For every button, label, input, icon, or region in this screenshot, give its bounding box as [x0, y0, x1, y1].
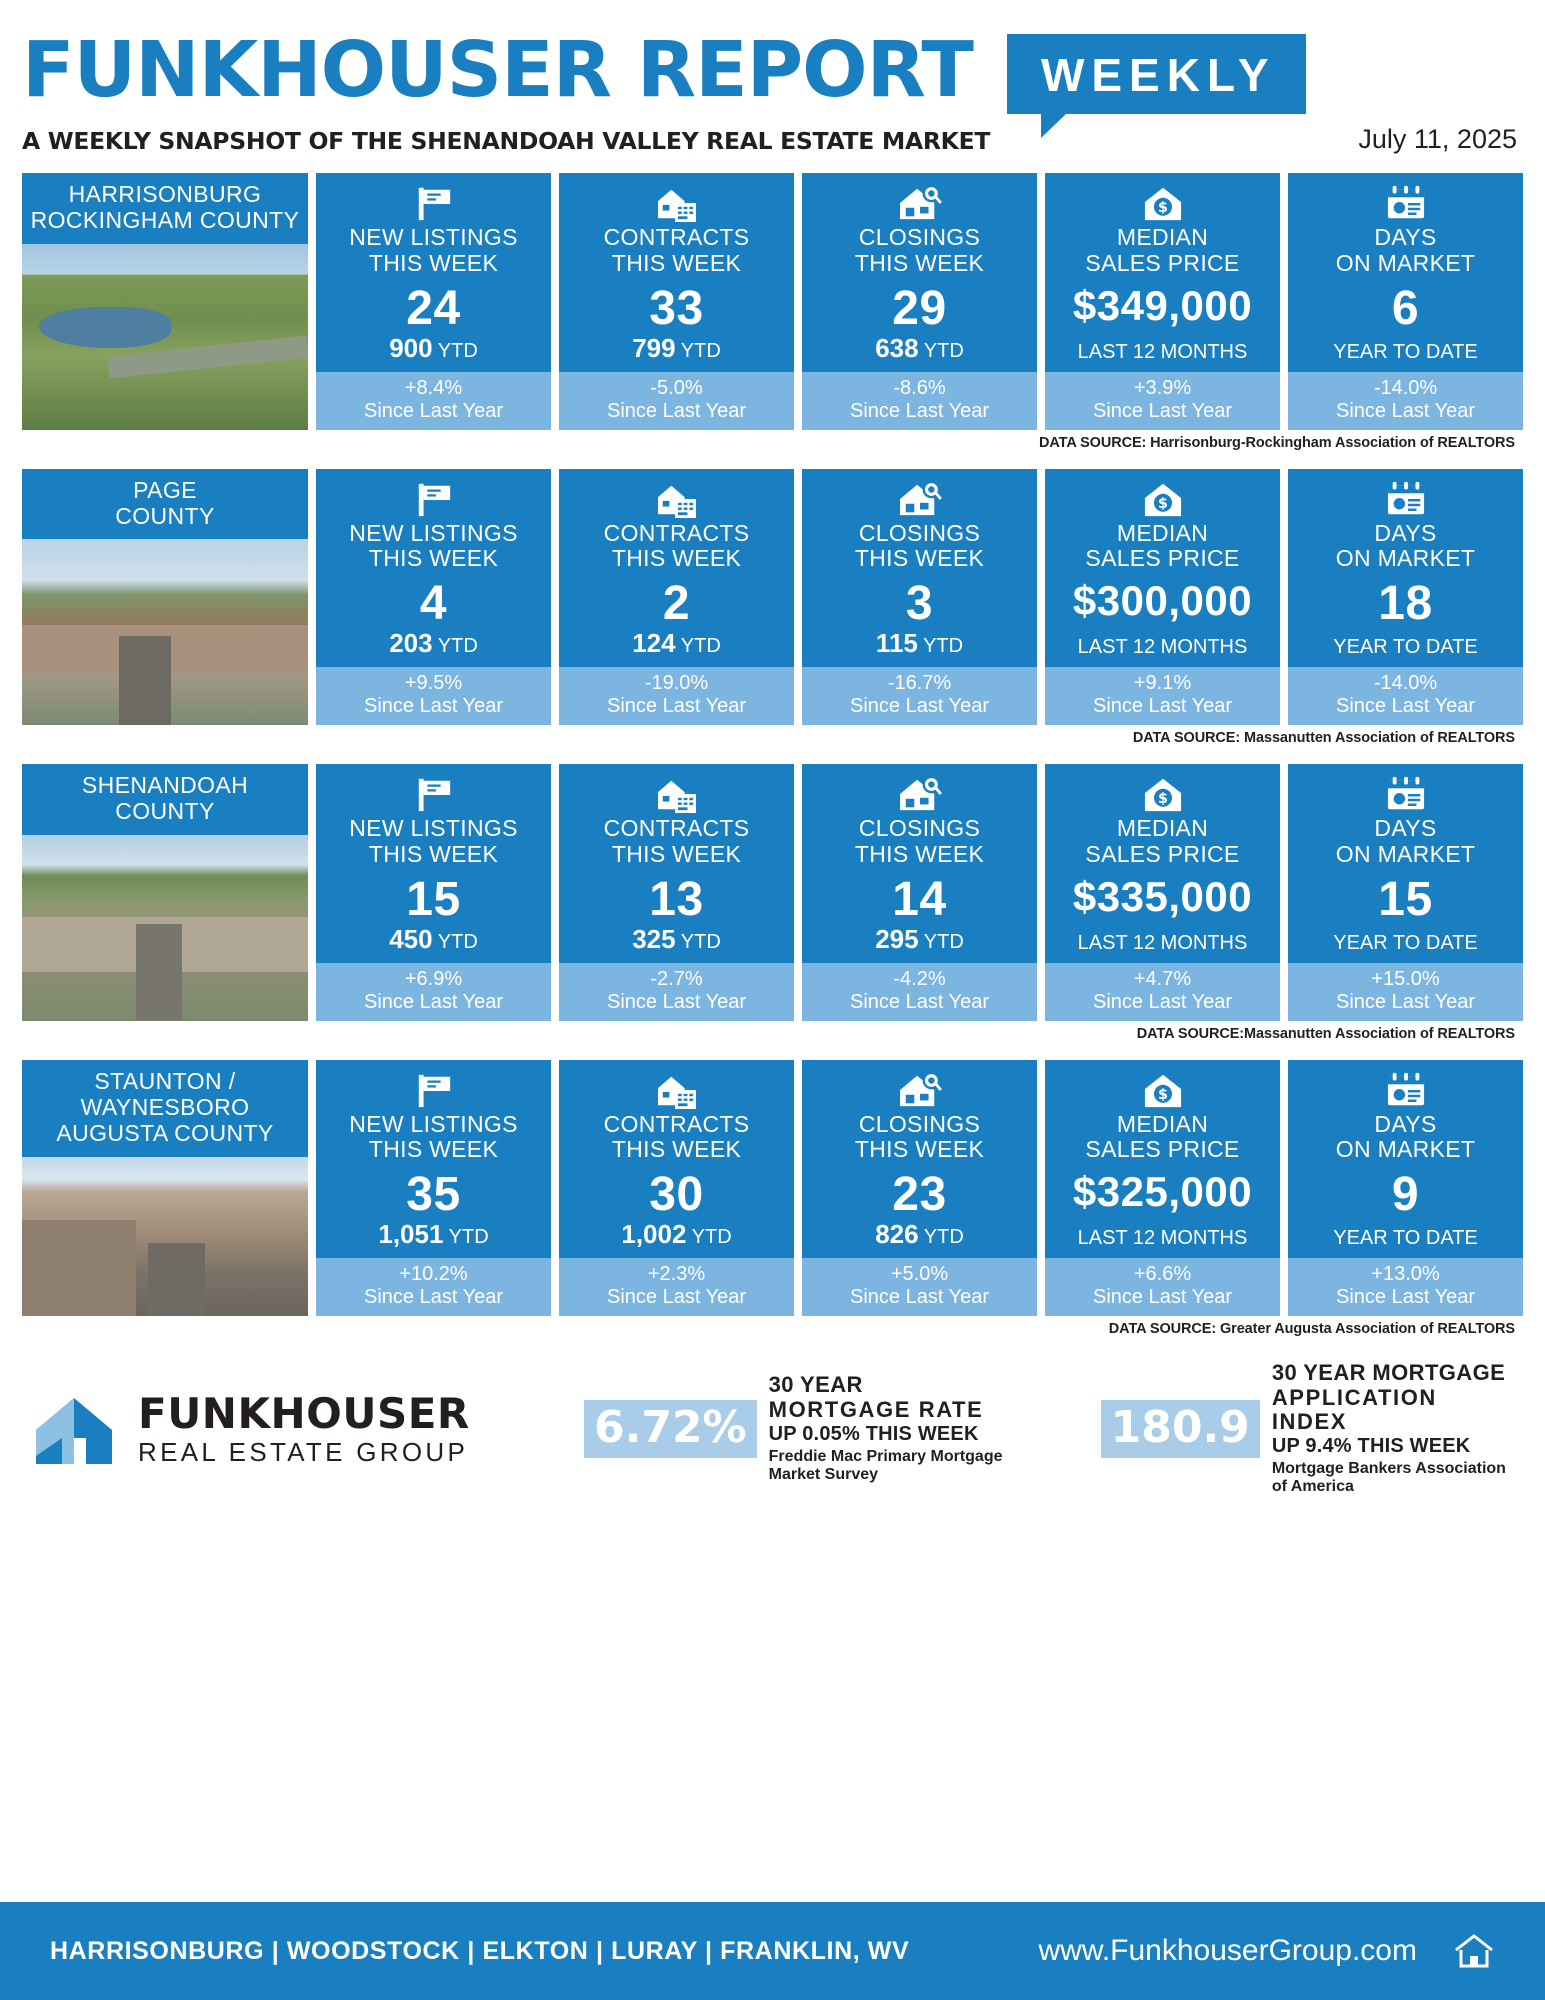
- sign-icon: [412, 1070, 456, 1110]
- stat-card-group: [316, 173, 1523, 430]
- calendar-icon: [1384, 774, 1428, 814]
- stat-card-ytd: LAST 12 MONTHS: [1077, 1227, 1248, 1249]
- stat-card-value: 29: [892, 281, 947, 335]
- stat-card-value: 35: [406, 1168, 461, 1221]
- sign-icon: [412, 774, 456, 814]
- stat-card-ytd: 124 YTD: [632, 628, 721, 658]
- stat-card-contracts: [559, 764, 794, 1021]
- stat-card-label: CLOSINGS THIS WEEK: [854, 1110, 985, 1163]
- mortgage-rate-value: 6.72%: [584, 1400, 757, 1458]
- stat-card-label: CONTRACTS THIS WEEK: [603, 1110, 750, 1163]
- region-photo: [22, 244, 308, 430]
- stat-card-change: -14.0% Since Last Year: [1288, 372, 1523, 430]
- stat-card-change: +8.4% Since Last Year: [316, 372, 551, 430]
- region-photo-image: [22, 244, 308, 430]
- mortgage-rate-line-3: UP 0.05% THIS WEEK: [768, 1422, 979, 1445]
- application-index-source: Mortgage Bankers Association of America: [1271, 1460, 1506, 1496]
- mortgage-rate-line-2: MORTGAGE RATE: [768, 1396, 984, 1422]
- region-photo: [22, 1157, 308, 1316]
- stat-card-days: [1288, 1060, 1523, 1317]
- svg-text:$: $: [1157, 791, 1168, 808]
- stat-card-ytd: 295 YTD: [875, 923, 964, 954]
- region-block: [22, 1060, 1523, 1338]
- stat-card-days: [1288, 469, 1523, 726]
- bottom-bar: [22, 1361, 1523, 1496]
- stat-card-contracts: [559, 173, 794, 430]
- region-block: [22, 173, 1523, 451]
- region-photo-image: [22, 835, 308, 1021]
- stat-card-value: 4: [419, 577, 448, 630]
- stat-card-closings: [802, 1060, 1037, 1317]
- stat-card-change: -8.6% Since Last Year: [802, 372, 1037, 430]
- stat-card-value: 6: [1391, 281, 1420, 335]
- stat-card-label: NEW LISTINGS THIS WEEK: [349, 224, 518, 276]
- stat-card-ytd: LAST 12 MONTHS: [1077, 636, 1248, 658]
- stat-card-change: -2.7% Since Last Year: [559, 963, 794, 1021]
- stat-card-change: -4.2% Since Last Year: [802, 963, 1037, 1021]
- stat-card-contracts: [559, 469, 794, 726]
- svg-text:$: $: [1157, 1086, 1168, 1103]
- stat-card-closings: [802, 469, 1037, 726]
- stat-card-label: DAYS ON MARKET: [1335, 519, 1476, 572]
- application-index-text: [1272, 1361, 1517, 1496]
- svg-text:$: $: [1157, 200, 1168, 217]
- region-photo-image: [22, 539, 308, 725]
- data-source-note: DATA SOURCE: Greater Augusta Association of REALTORS: [1108, 1321, 1515, 1337]
- stat-card-ytd: 826 YTD: [875, 1219, 964, 1249]
- svg-text:$: $: [1157, 495, 1168, 512]
- stat-card-label: NEW LISTINGS THIS WEEK: [349, 519, 518, 572]
- company-logo: [28, 1390, 498, 1468]
- region-identity: [22, 173, 308, 430]
- stat-card-group: [316, 764, 1523, 1021]
- stat-card-ytd: 1,002 YTD: [621, 1219, 732, 1249]
- calendar-icon: [1384, 183, 1428, 223]
- contract-house-icon: [654, 1070, 700, 1110]
- footer-cities: HARRISONBURG | WOODSTOCK | ELKTON | LURAY | FRANKLIN, WV: [50, 1936, 910, 1965]
- report-subtitle: A WEEKLY SNAPSHOT OF THE SHENANDOAH VALLEY REAL ESTATE MARKET: [22, 127, 991, 155]
- contract-house-icon: [654, 774, 700, 814]
- stat-card-label: NEW LISTINGS THIS WEEK: [349, 1110, 518, 1163]
- stat-card-label: DAYS ON MARKET: [1335, 1110, 1476, 1163]
- stat-card-change: +9.1% Since Last Year: [1045, 667, 1280, 725]
- stat-card-change: +2.3% Since Last Year: [559, 1258, 794, 1316]
- stat-card-value: $335,000: [1072, 872, 1253, 920]
- stat-card-change: +10.2% Since Last Year: [316, 1258, 551, 1316]
- stat-card-median: [1045, 764, 1280, 1021]
- region-row: [22, 173, 1523, 430]
- equal-housing-opportunity-icon: [1453, 1930, 1495, 1972]
- stat-card-closings: [802, 173, 1037, 430]
- house-key-icon: [897, 774, 943, 814]
- stat-card-label: MEDIAN SALES PRICE: [1085, 815, 1240, 867]
- stat-card-ytd: 450 YTD: [389, 923, 478, 954]
- stat-card-value: 15: [1378, 872, 1433, 926]
- mortgage-rate-source: Freddie Mac Primary Mortgage Market Survey: [768, 1447, 1003, 1483]
- stat-card-value: 2: [662, 577, 691, 630]
- region-name: SHENANDOAH COUNTY: [22, 764, 308, 835]
- footer-bar: [0, 1902, 1545, 2000]
- stat-card-ytd: LAST 12 MONTHS: [1077, 340, 1248, 363]
- house-dollar-icon: [1142, 774, 1184, 814]
- stat-card-value: 15: [406, 872, 461, 926]
- sign-icon: [412, 183, 456, 223]
- stat-card-value: 9: [1391, 1168, 1420, 1221]
- application-index-value: 180.9: [1101, 1400, 1260, 1458]
- stat-card-value: 23: [892, 1168, 947, 1221]
- stat-card-change: -19.0% Since Last Year: [559, 667, 794, 725]
- stat-card-median: [1045, 173, 1280, 430]
- stat-card-value: 24: [406, 281, 461, 335]
- stat-card-change: +13.0% Since Last Year: [1288, 1258, 1523, 1316]
- stat-card-ytd: YEAR TO DATE: [1333, 636, 1478, 658]
- stat-card-ytd: 1,051 YTD: [378, 1219, 489, 1249]
- stat-card-value: $300,000: [1072, 577, 1253, 624]
- house-key-icon: [897, 1070, 943, 1110]
- stat-card-label: CONTRACTS THIS WEEK: [603, 519, 750, 572]
- stat-card-new-listings: [316, 764, 551, 1021]
- stat-card-ytd: 325 YTD: [632, 923, 721, 954]
- stat-card-change: +6.6% Since Last Year: [1045, 1258, 1280, 1316]
- website-link[interactable]: www.FunkhouserGroup.com: [1038, 1934, 1417, 1967]
- stat-card-value: 18: [1378, 577, 1433, 630]
- stat-card-ytd: 115 YTD: [875, 628, 964, 658]
- region-identity: [22, 469, 308, 726]
- region-name: HARRISONBURG ROCKINGHAM COUNTY: [22, 173, 308, 244]
- region-photo: [22, 539, 308, 725]
- report-date: July 11, 2025: [1358, 124, 1517, 154]
- region-name: STAUNTON / WAYNESBORO AUGUSTA COUNTY: [22, 1060, 308, 1157]
- brand-text: [138, 1388, 470, 1467]
- stat-card-group: [316, 1060, 1523, 1317]
- region-block: [22, 469, 1523, 747]
- stat-card-label: MEDIAN SALES PRICE: [1085, 224, 1240, 276]
- house-key-icon: [897, 479, 943, 519]
- stat-card-change: -14.0% Since Last Year: [1288, 667, 1523, 725]
- application-index-line-1: 30 YEAR MORTGAGE: [1271, 1360, 1506, 1385]
- footer-right: [1039, 1930, 1496, 1972]
- stat-card-change: +6.9% Since Last Year: [316, 963, 551, 1021]
- stat-card-ytd: 799 YTD: [632, 332, 721, 363]
- stat-card-label: CLOSINGS THIS WEEK: [854, 519, 985, 572]
- stat-card-ytd: YEAR TO DATE: [1333, 1227, 1478, 1249]
- stat-card-change: +3.9% Since Last Year: [1045, 372, 1280, 430]
- stat-card-closings: [802, 764, 1037, 1021]
- mortgage-rate-stat: [584, 1373, 1035, 1483]
- application-index-stat: [1101, 1361, 1517, 1496]
- weekly-badge: WEEKLY: [1007, 34, 1306, 114]
- stat-card-ytd: YEAR TO DATE: [1333, 931, 1478, 954]
- stat-card-change: +5.0% Since Last Year: [802, 1258, 1037, 1316]
- region-name: PAGE COUNTY: [22, 469, 308, 540]
- brand-line-2: REAL ESTATE GROUP: [138, 1436, 469, 1467]
- stat-card-new-listings: [316, 1060, 551, 1317]
- mortgage-rate-text: [769, 1373, 1035, 1483]
- stat-card-label: CLOSINGS THIS WEEK: [854, 224, 985, 276]
- data-source-note: DATA SOURCE: Massanutten Association of REALTORS: [1132, 730, 1515, 746]
- region-row: [22, 764, 1523, 1021]
- region-identity: [22, 1060, 308, 1317]
- stat-card-label: MEDIAN SALES PRICE: [1085, 519, 1240, 572]
- stat-card-change: +15.0% Since Last Year: [1288, 963, 1523, 1021]
- stat-card-label: CONTRACTS THIS WEEK: [603, 815, 750, 867]
- page-title: FUNKHOUSER REPORT: [22, 26, 973, 115]
- region-identity: [22, 764, 308, 1021]
- stat-card-change: +9.5% Since Last Year: [316, 667, 551, 725]
- contract-house-icon: [654, 183, 700, 223]
- stat-card-days: [1288, 173, 1523, 430]
- stat-card-new-listings: [316, 173, 551, 430]
- report-header: [22, 0, 1523, 155]
- funkhouser-house-icon: [28, 1390, 120, 1468]
- stat-card-change: +4.7% Since Last Year: [1045, 963, 1280, 1021]
- region-block: [22, 764, 1523, 1042]
- stat-card-value: 13: [649, 872, 704, 926]
- calendar-icon: [1384, 1070, 1428, 1110]
- stat-card-days: [1288, 764, 1523, 1021]
- house-dollar-icon: [1142, 183, 1184, 223]
- stat-card-ytd: YEAR TO DATE: [1333, 340, 1478, 363]
- stat-card-ytd: 900 YTD: [389, 332, 478, 363]
- application-index-line-3: UP 9.4% THIS WEEK: [1271, 1434, 1471, 1457]
- stat-card-label: CONTRACTS THIS WEEK: [603, 224, 750, 276]
- region-row: [22, 1060, 1523, 1317]
- stat-card-new-listings: [316, 469, 551, 726]
- mortgage-rate-line-1: 30 YEAR: [768, 1372, 863, 1398]
- region-photo: [22, 835, 308, 1021]
- region-photo-image: [22, 1157, 308, 1316]
- stat-card-ytd: 203 YTD: [389, 628, 478, 658]
- stat-card-label: DAYS ON MARKET: [1335, 224, 1476, 276]
- stat-card-value: $325,000: [1072, 1168, 1253, 1215]
- brand-line-1: FUNKHOUSER: [138, 1388, 470, 1438]
- calendar-icon: [1384, 479, 1428, 519]
- stat-card-value: 3: [905, 577, 934, 630]
- stat-card-change: -16.7% Since Last Year: [802, 667, 1037, 725]
- title-row: [22, 26, 1523, 115]
- stat-card-label: DAYS ON MARKET: [1335, 815, 1476, 867]
- stat-card-median: [1045, 1060, 1280, 1317]
- sign-icon: [412, 479, 456, 519]
- regions-container: [22, 173, 1523, 1337]
- stat-card-label: CLOSINGS THIS WEEK: [854, 815, 985, 867]
- stat-card-change: -5.0% Since Last Year: [559, 372, 794, 430]
- stat-card-group: [316, 469, 1523, 726]
- subtitle-row: [22, 124, 1523, 155]
- stat-card-value: 33: [649, 281, 704, 335]
- stat-card-contracts: [559, 1060, 794, 1317]
- stat-card-value: 30: [649, 1168, 704, 1221]
- stat-card-ytd: 638 YTD: [875, 332, 964, 363]
- stat-card-label: NEW LISTINGS THIS WEEK: [349, 815, 518, 867]
- stat-card-ytd: LAST 12 MONTHS: [1077, 931, 1248, 954]
- data-source-note: DATA SOURCE:Massanutten Association of REALTORS: [1136, 1025, 1515, 1042]
- data-source-note: DATA SOURCE: Harrisonburg-Rockingham Association of REALTORS: [1038, 434, 1515, 451]
- region-row: [22, 469, 1523, 726]
- house-key-icon: [897, 183, 943, 223]
- stat-card-value: 14: [892, 872, 947, 926]
- house-dollar-icon: [1142, 479, 1184, 519]
- stat-card-median: [1045, 469, 1280, 726]
- stat-card-value: $349,000: [1072, 281, 1253, 329]
- contract-house-icon: [654, 479, 700, 519]
- application-index-line-2: APPLICATION INDEX: [1271, 1384, 1437, 1435]
- stat-card-label: MEDIAN SALES PRICE: [1085, 1110, 1240, 1163]
- house-dollar-icon: [1142, 1070, 1184, 1110]
